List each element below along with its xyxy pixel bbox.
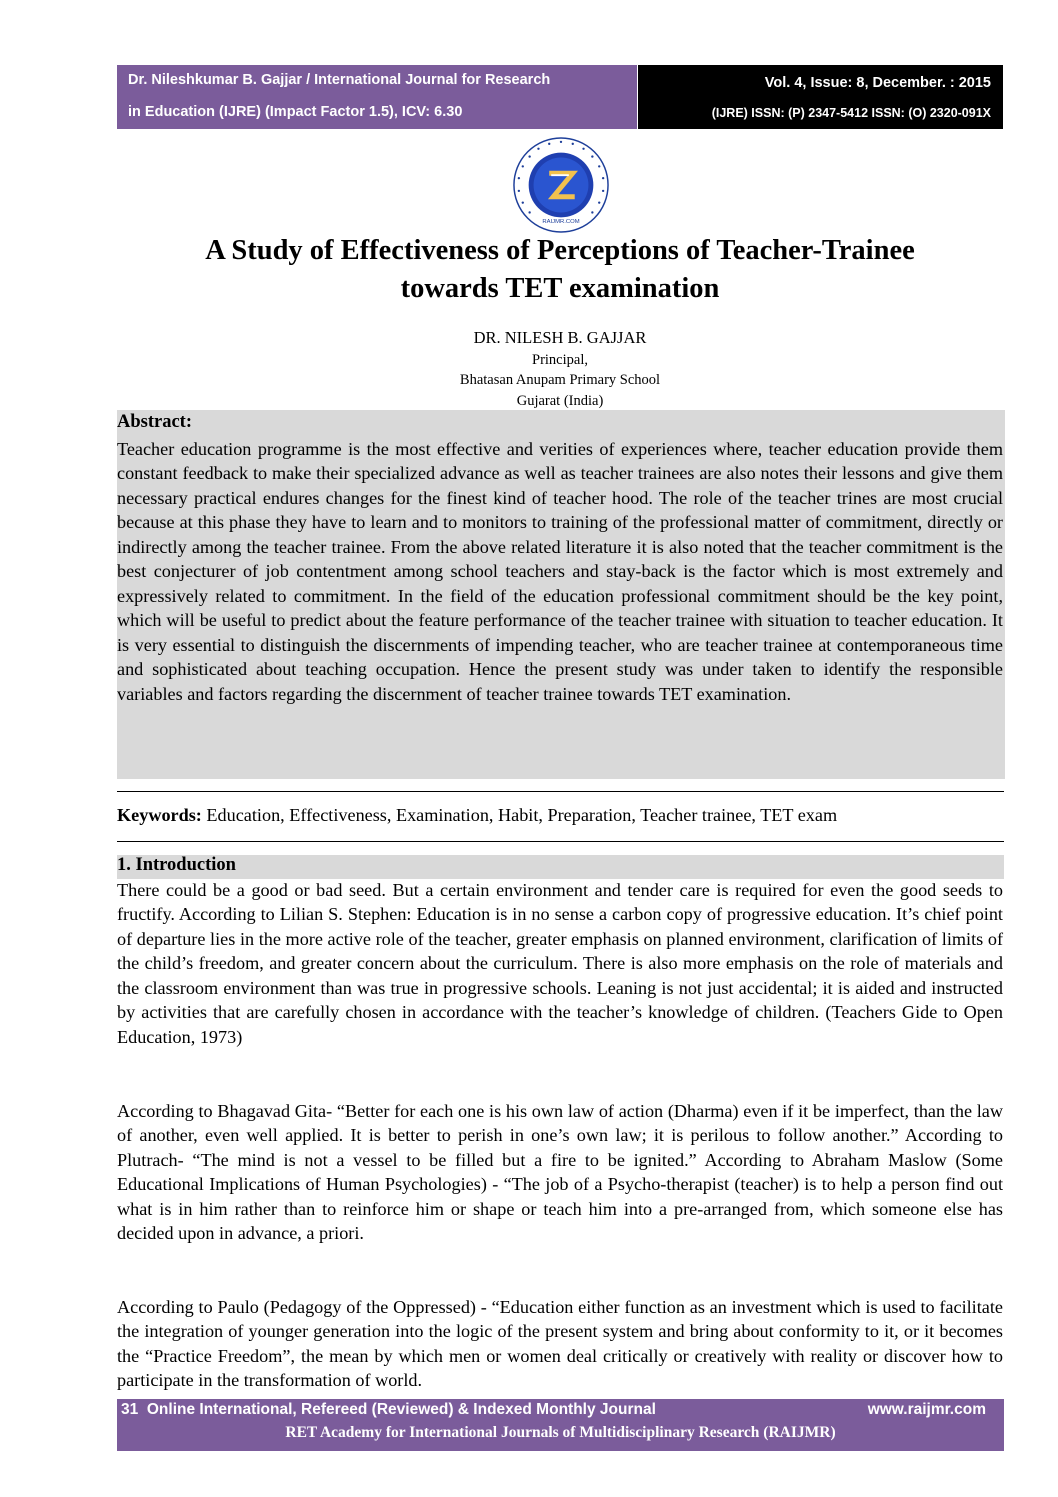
introduction-paragraph-3: According to Paulo (Pedagogy of the Oppressed) - “Education either function as an investment which is used to facilitate the integration of younger generation into the logic of the present system and bring about conformity to it, or it becomes the “Practice Freedom”, the mean by which men or women deal critically or creatively with reality or discover how to participate in the transformation of world.: [117, 1297, 1003, 1391]
author-role: Principal,: [532, 352, 588, 368]
introduction-paragraph-2: According to Bhagavad Gita- “Better for each one is his own law of action (Dharma) even if it be imperfect, than the law of another, even well applied. It is better to perish in one’s own law; it is perilous to follow another.” According to Plutrach- “The mind is not a vessel to be filled but a fire to be ignited.” According to Abraham Maslow (Some Educational Implications of Human Psychologies) - “The job of a Psycho-therapist (teacher) is to help a person find out what is in him rather than to reinforce him or shape or teach him into a pre-arranged from, which someone else has decided upon in advance, a priori.: [117, 1101, 1003, 1244]
abstract-text: Teacher education programme is the most effective and verities of experiences where, teacher education provide them constant feedback to make their specialized advance as well as teacher trainees are also notes their lessons and give them necessary practical endures changes for the finest kind of teacher hood. The role of the teacher trines are most crucial because at this phase they have to learn and to monitors to training of the professional matter of commitment, directly or indirectly among the teacher trainee. From the above related literature it is also noted that the teacher commitment is the best conjecturer of job contentment among school teachers and stay-back is the factor which is most extremely and expressively related to commitment. In the field of the education professional commitment should be the key point, which will be useful to predict about the feature performance of the teacher trainee with situation to teacher education. It is very essential to distinguish the discernments of impending teacher, who are teacher trainee at contemporaneous time and sophisticated about teaching occupation. Hence the present study was under taken to identify the responsible variables and factors regarding the discernment of teacher trainee towards TET examination.: [117, 439, 1003, 704]
paper-title: [60, 232, 1058, 308]
header-author-journal: Dr. Nileshkumar B. Gajjar / International Journal for Research: [128, 72, 551, 88]
raijmr-seal-logo-icon: [512, 136, 610, 234]
author-location: Gujarat (India): [516, 393, 604, 409]
page-footer: [117, 1399, 1004, 1451]
paper-title-line2: towards TET examination: [400, 273, 720, 304]
footer-journal-description: Online International, Refereed (Reviewed) & Indexed Monthly Journal: [146, 1401, 656, 1418]
introduction-heading: 1. Introduction: [117, 855, 236, 875]
keywords-label: Keywords:: [117, 805, 202, 825]
footer-website: www.raijmr.com: [867, 1401, 986, 1418]
footer-academy: RET Academy for International Journals of Multidisciplinary Research (RAIJMR): [285, 1424, 836, 1441]
paper-title-line1: A Study of Effectiveness of Perceptions of Teacher-Trainee: [205, 235, 915, 266]
logo-text: RAIJMR.COM: [542, 219, 580, 226]
author-school: Bhatasan Anupam Primary School: [459, 372, 661, 388]
keywords-line: [117, 805, 837, 826]
abstract-heading: Abstract:: [117, 412, 193, 432]
introduction-heading-background: [117, 855, 1004, 879]
divider: [117, 791, 1004, 792]
divider: [117, 841, 1004, 842]
page-number: 31: [121, 1401, 139, 1418]
header-issn: (IJRE) ISSN: (P) 2347-5412 ISSN: (O) 2320-091X: [711, 106, 991, 120]
header-impact-factor: in Education (IJRE) (Impact Factor 1.5), ICV: 6.30: [128, 104, 463, 120]
footer-journal-line: [121, 1401, 656, 1419]
header-volume-issue: Vol. 4, Issue: 8, December. : 2015: [764, 75, 991, 91]
author-name: DR. NILESH B. GAJJAR: [473, 328, 647, 347]
header-journal-info: [117, 65, 637, 129]
header-volume-info: [638, 65, 1003, 129]
keywords-text: Education, Effectiveness, Examination, Habit, Preparation, Teacher trainee, TET exam: [201, 805, 838, 825]
introduction-paragraph-1: There could be a good or bad seed. But a certain environment and tender care is required for even the good seeds to fructify. According to Lilian S. Stephen: Education is in no sense a carbon copy of progressive education. It’s chief point of departure lies in the more active role of the teacher, greater emphasis on planned environment, clarification of limits of the child’s freedom, and greater concern about the curriculum. There is also more emphasis on the role of materials and the classroom environment than was true in progressive schools. Leaning is not just accidental; it is aided and instructed by activities that are carefully chosen in accordance with the teacher’s knowledge of children. (Teachers Gide to Open Education, 1973): [117, 880, 1003, 1047]
